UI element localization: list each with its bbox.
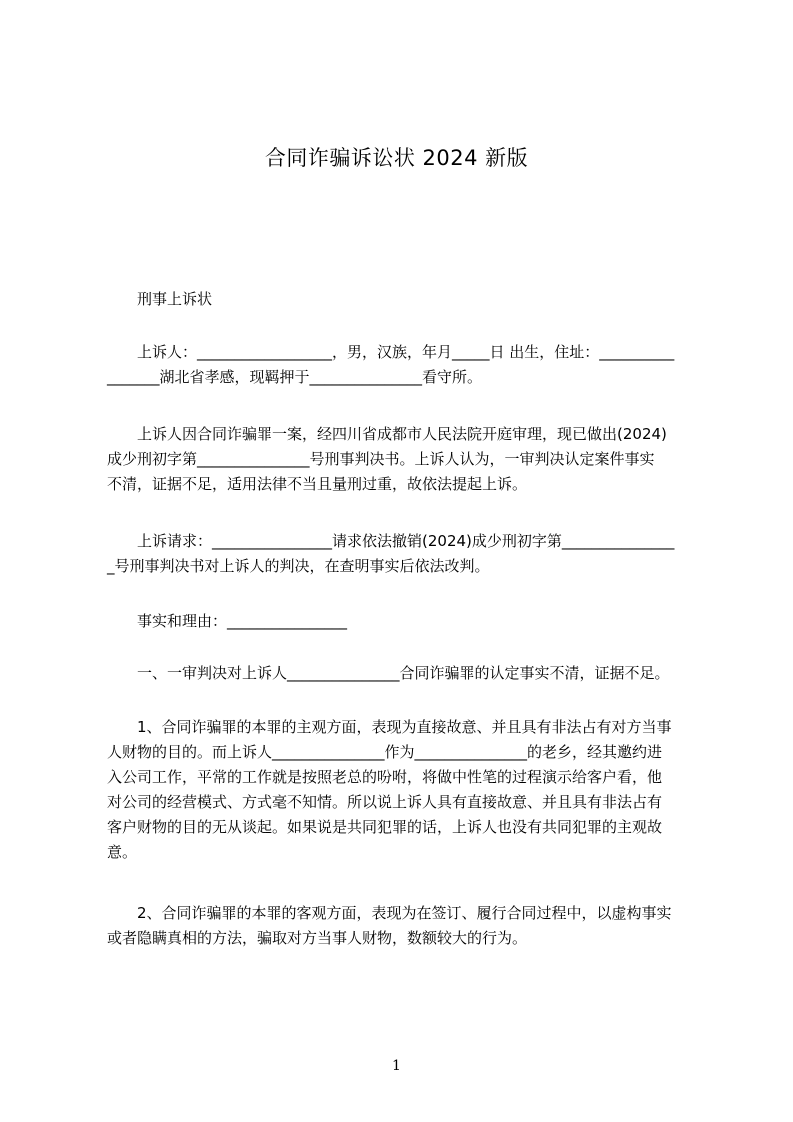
document-title: 合同诈骗诉讼状 2024 新版 <box>264 146 529 170</box>
point-one-1-line-6: 意。 <box>107 843 138 861</box>
case-intro-line-3: 不清，证据不足，适用法律不当且量刑过重，故依法提起上诉。 <box>107 475 528 493</box>
facts-heading: 事实和理由：________________ <box>137 612 348 630</box>
point-one-text: 一、一审判决对上诉人_______________合同诈骗罪的认定事实不清，证据不足。 <box>137 664 670 682</box>
point-one-2-paragraph <box>107 901 705 951</box>
case-intro-paragraph <box>107 422 705 497</box>
point-one-paragraph <box>107 661 705 686</box>
appellant-line-1: 上诉人：__________________，男，汉族，年月_____日 出生，住址：__________ <box>137 343 675 361</box>
point-one-1-line-1: 1、合同诈骗罪的本罪的主观方面，表现为直接故意、并且具有非法占有对方当事 <box>137 718 672 736</box>
appellant-line-2: _______湖北省孝感，现羁押于_______________看守所。 <box>107 368 483 386</box>
point-one-1-line-4: 对公司的经营模式、方式毫不知情。所以说上诉人具有直接故意、并且具有非法占有 <box>107 793 663 811</box>
point-one-1-paragraph <box>107 715 705 865</box>
appeal-request-paragraph <box>107 529 705 579</box>
point-one-2-line-2: 或者隐瞒真相的方法，骗取对方当事人财物，数额较大的行为。 <box>107 929 528 947</box>
case-intro-line-1: 上诉人因合同诈骗罪一案，经四川省成都市人民法院开庭审理，现已做出(2024) <box>137 425 667 443</box>
appeal-request-line-2: _号刑事判决书对上诉人的判决，在查明事实后依法改判。 <box>107 557 490 575</box>
point-one-1-line-5: 客户财物的目的无从谈起。如果说是共同犯罪的话，上诉人也没有共同犯罪的主观故 <box>107 818 663 836</box>
case-intro-line-2: 成少刑初字第_______________号刑事判决书。上诉人认为，一审判决认定案件事实 <box>107 450 655 468</box>
heading-text: 刑事上诉状 <box>137 290 213 308</box>
point-one-1-line-3: 入公司工作，平常的工作就是按照老总的吩咐，将做中性笔的过程演示给客户看，他 <box>107 768 663 786</box>
appellant-paragraph <box>107 340 705 390</box>
point-one-1-line-2: 人财物的目的。而上诉人_______________作为_______________的老乡，经其邀约进 <box>107 743 663 761</box>
facts-heading-paragraph <box>107 609 705 634</box>
point-one-2-line-1: 2、合同诈骗罪的本罪的客观方面，表现为在签订、履行合同过程中，以虚构事实 <box>137 904 672 922</box>
page-number: 1 <box>392 1058 401 1074</box>
section-heading <box>107 287 705 312</box>
appeal-request-line-1: 上诉请求：________________请求依法撤销(2024)成少刑初字第_______________ <box>137 532 675 550</box>
